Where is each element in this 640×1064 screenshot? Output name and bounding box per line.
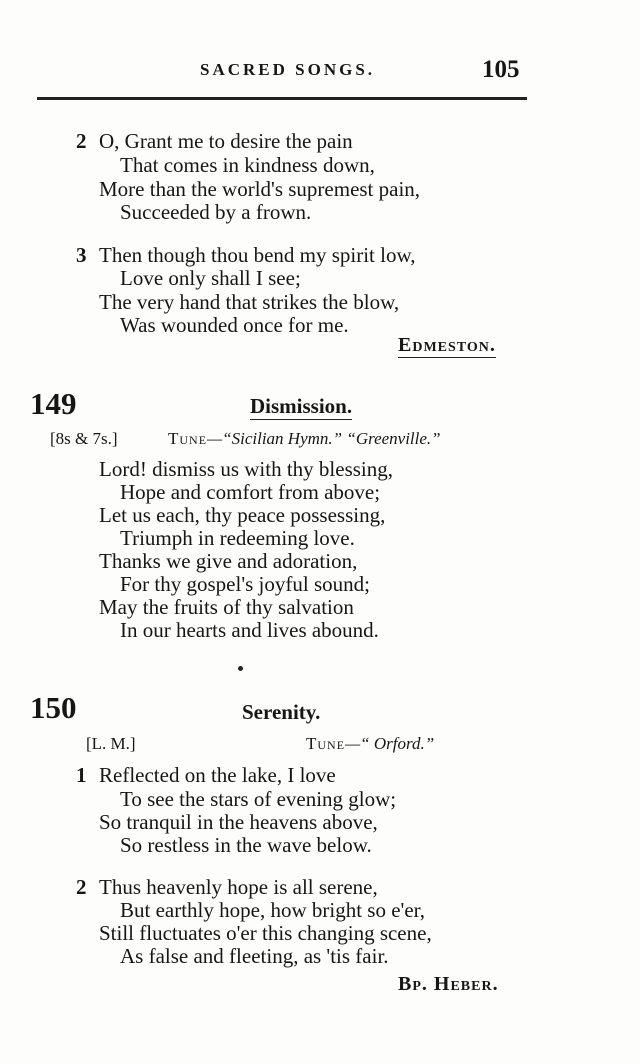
hymn-meter: [L. M.] [86,734,136,753]
tune-names: —“Sicilian Hymn.” “Greenville.” [207,429,441,448]
hymn-tune [306,734,434,754]
verse-line: Succeeded by a frown. [120,200,312,224]
verse-line: As false and fleeting, as 'tis fair. [120,944,389,968]
verse-line: Reflected on the lake, I love [99,763,336,787]
hymn-title: Dismission. [250,394,353,418]
verse-line: Thus heavenly hope is all serene, [99,875,378,899]
tune-label: Tune [168,429,208,448]
verse-line: Triumph in redeeming love. [120,526,355,550]
verse-line: The very hand that strikes the blow, [99,290,400,314]
hymn-author: Edmeston. [398,334,496,356]
verse-line: In our hearts and lives abound. [120,618,379,642]
hymn-number: 150 [30,690,77,725]
verse-line: More than the world's supremest pain, [99,177,421,201]
tune-names: —“ Orford.” [345,734,435,753]
running-header: SACRED SONGS. [200,60,376,79]
verse-line: To see the stars of evening glow; [120,787,397,811]
verse-line: Love only shall I see; [120,266,301,290]
verse-line: Let us each, thy peace possessing, [99,503,386,527]
verse-line: So restless in the wave below. [120,833,372,857]
hymn-number: 149 [30,386,77,421]
verse-line: Thanks we give and adoration, [99,549,358,573]
verse-line: Lord! dismiss us with thy blessing, [99,457,394,481]
verse-line: But earthly hope, how bright so e'er, [120,898,426,922]
hymn-tune [168,429,441,449]
verse-line: So tranquil in the heavens above, [99,810,378,834]
verse-number: 2 [76,129,87,153]
hymn-meter: [8s & 7s.] [50,429,118,448]
verse-number: 3 [76,243,87,267]
page-number: 105 [482,56,520,83]
header-rule [37,97,527,100]
verse-number: 1 [76,763,87,787]
tune-label: Tune [306,734,346,753]
verse-number: 2 [76,875,87,899]
verse-line: Then though thou bend my spirit low, [99,243,416,267]
hymn-title: Serenity. [242,700,321,724]
verse-line: Was wounded once for me. [120,313,349,337]
verse-line: May the fruits of thy salvation [99,595,354,619]
ink-speck [238,666,243,671]
verse-line: Still fluctuates o'er this changing scene, [99,921,432,945]
verse-line: That comes in kindness down, [120,153,375,177]
verse-line: O, Grant me to desire the pain [99,129,353,153]
verse-line: Hope and comfort from above; [120,480,381,504]
verse-line: For thy gospel's joyful sound; [120,572,370,596]
hymn-author: Bp. Heber. [398,973,499,995]
